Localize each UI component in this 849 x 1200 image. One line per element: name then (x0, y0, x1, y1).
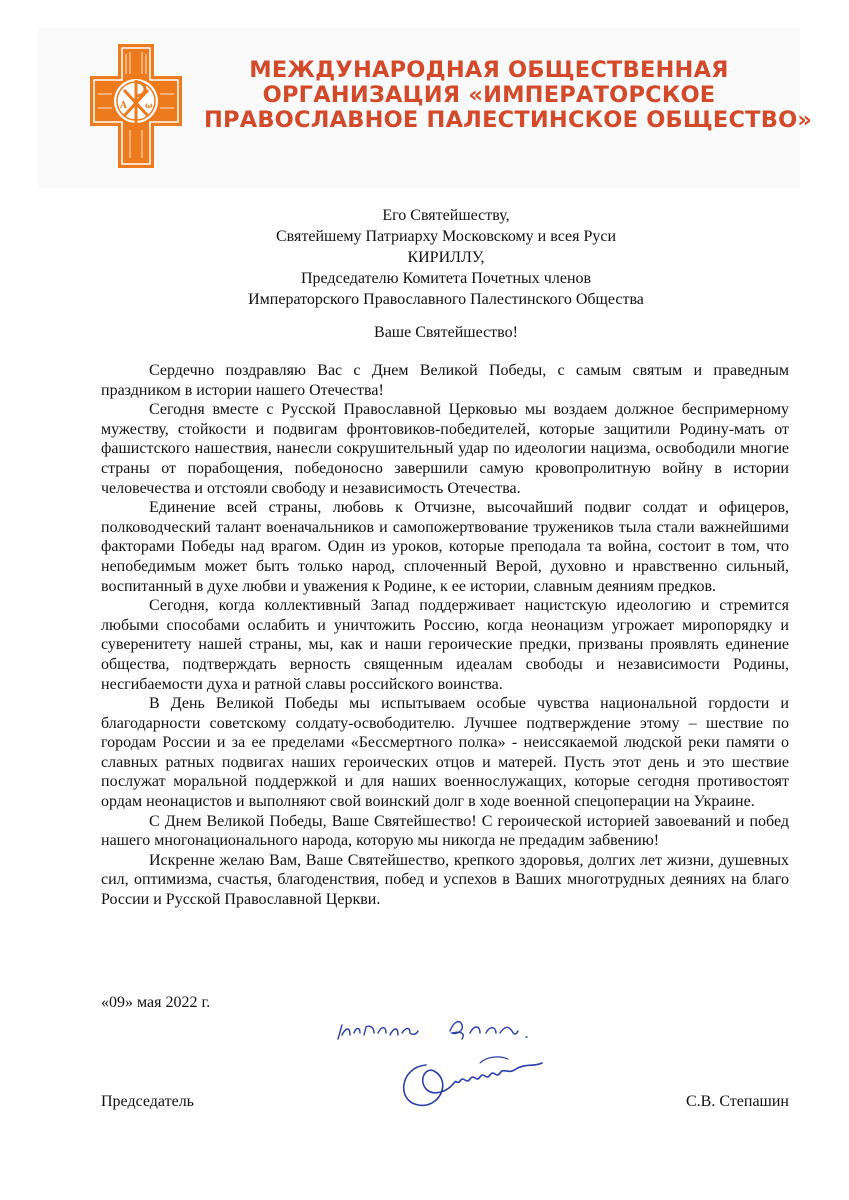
body-paragraph: С Днем Великой Победы, Ваше Святейшество! С героической историей завоеваний и побед нашего многонационального народа, которую мы никогда не предадим забвению! (101, 812, 789, 850)
organization-title (204, 57, 813, 133)
body-paragraph: Единение всей страны, любовь к Отчизне, высочайший подвиг солдат и офицеров, полководческий талант военачальников и самопожертвование тружеников тыла стали важнейшими факторами Победы над врагом. Один из уроков, которые преподала та война, состоит в том, что непобедимым может быть только народ, сплоченный Верой, духовно и нравственно сильный, воспитанный в духе любви и уважения к Родине, к ее истории, славным деяниям предков. (101, 499, 789, 595)
addressee-line-4: Председателю Комитета Почетных членов (300, 270, 592, 287)
letterhead (38, 28, 813, 188)
body-paragraph: Сегодня, когда коллективный Запад поддерживает нацистскую идеологию и стремится любыми способами ослабить и уничтожить Россию, когда неонацизм угрожает миропорядку и суверенитету нашей страны, мы, как и наши героические предки, призваны проявлять единение общества, подтверждать верность священным идеалам свободы и независимости Родины, несгибаемости духа и ратной славы российского воинства. (101, 597, 789, 693)
svg-text:ω: ω (145, 100, 153, 110)
svg-text:A: A (120, 101, 127, 111)
letter-date: «09» мая 2022 г. (101, 994, 211, 1011)
body-paragraph: Сегодня вместе с Русской Православной Церковью мы воздаем должное беспримерному мужеству, стойкости и подвигам фронтовиков-победителей, которые защитили Родину-мать от фашистского нашествия, нанесли сокрушительный удар по идеологии нацизма, освободили многие страны от порабощения, победоносно завершили самую кровопролитную войну в истории человечества и отстояли свободу и независимость Отечества. (101, 401, 789, 497)
addressee-block (0, 205, 849, 310)
addressee-line-5: Императорского Православного Палестинского Общества (248, 291, 644, 308)
body-paragraph: Искренне желаю Вам, Ваше Святейшество, крепкого здоровья, долгих лет жизни, душевных сил, оптимизма, счастья, благоденствия, побед и успехов в Ваших многотрудных деяниях на благо России и Русской Православной Церкви. (101, 851, 789, 909)
org-title-line-1: МЕЖДУНАРОДНАЯ ОБЩЕСТВЕННАЯ (249, 57, 729, 83)
org-title-line-2: ОРГАНИЗАЦИЯ «ИМПЕРАТОРСКОЕ (262, 82, 716, 108)
addressee-line-3: КИРИЛЛУ, (407, 249, 485, 266)
body-paragraph: В День Великой Победы мы испытываем особые чувства национальной гордости и благодарности советскому солдату-освободителю. Лучшее подтверждение этому – шествие по городам России и за ее пределами «Бессмертного полка» - неиссякаемой людской реки памяти о славных ратных подвигах наших героических отцов и матерей. Пусть этот день и это шествие послужат моральной поддержкой и для наших военнослужащих, которые сегодня противостоят ордам неонацистов и выполняют свой воинский долг в ходе военной спецоперации на Украине. (101, 695, 789, 811)
addressee-line-1: Его Святейшеству, (382, 207, 510, 224)
body-paragraph: Сердечно поздравляю Вас с Днем Великой Победы, с самым святым и праведным праздником в истории нашего Отечества! (101, 362, 789, 399)
signatory-name: С.В. Степашин (685, 1093, 789, 1110)
letter-body (101, 361, 789, 910)
salutation: Ваше Святейшество! (374, 324, 518, 341)
society-emblem-logo (88, 42, 184, 170)
handwritten-signature (330, 1005, 570, 1125)
signatory-position: Председатель (101, 1093, 194, 1110)
addressee-line-2: Святейшему Патриарху Московскому и всея Руси (275, 228, 617, 245)
org-title-line-3: ПРАВОСЛАВНОЕ ПАЛЕСТИНСКОЕ ОБЩЕСТВО» (204, 107, 813, 133)
